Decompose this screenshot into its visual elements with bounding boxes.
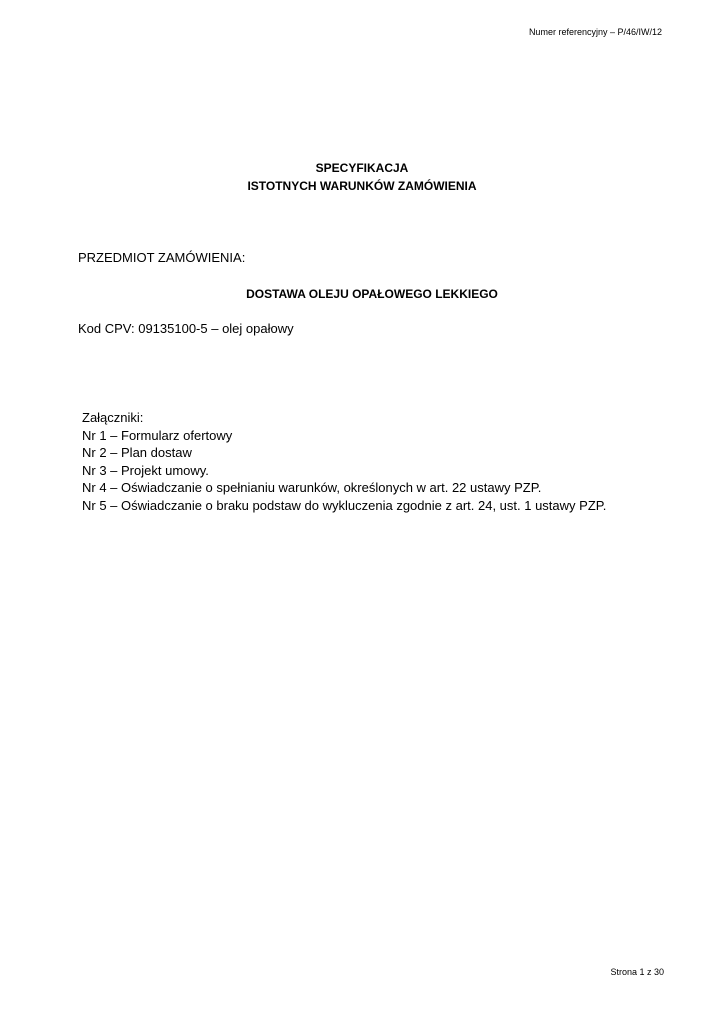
- attachment-item-1: Nr 1 – Formularz ofertowy: [82, 427, 233, 443]
- page-number: Strona 1 z 30: [610, 967, 664, 977]
- title-line-2: ISTOTNYCH WARUNKÓW ZAMÓWIENIA: [247, 179, 477, 193]
- attachments-heading: Załączniki:: [82, 410, 144, 425]
- attachment-item-5: Nr 5 – Oświadczanie o braku podstaw do wykluczenia zgodnie z art. 24, ust. 1 ustawy PZP.: [82, 497, 607, 513]
- cpv-code: Kod CPV: 09135100-5 – olej opałowy: [78, 321, 294, 336]
- subject-label: PRZEDMIOT ZAMÓWIENIA:: [78, 250, 246, 265]
- document-title: [0, 159, 724, 195]
- reference-number: Numer referencyjny – P/46/IW/12: [528, 27, 662, 37]
- title-line-1: SPECYFIKACJA: [315, 161, 409, 175]
- attachment-item-3: Nr 3 – Projekt umowy.: [82, 462, 209, 478]
- subject-value: DOSTAWA OLEJU OPAŁOWEGO LEKKIEGO: [246, 287, 498, 301]
- attachment-item-4: Nr 4 – Oświadczanie o spełnianiu warunków, określonych w art. 22 ustawy PZP.: [82, 480, 542, 496]
- attachments-list: [82, 409, 606, 515]
- attachment-item-2: Nr 2 – Plan dostaw: [82, 445, 192, 461]
